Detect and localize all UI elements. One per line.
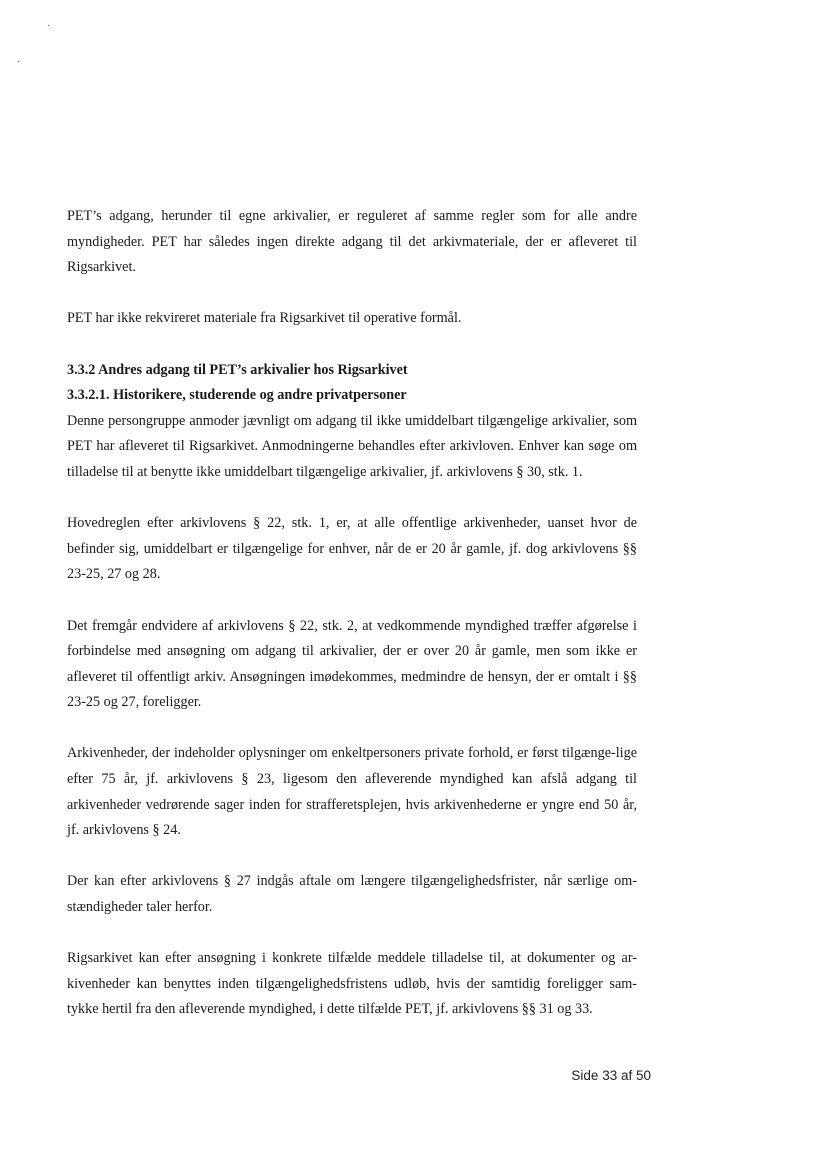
page-number: Side 33 af 50 [571, 1068, 651, 1083]
paragraph-private-records: Arkivenheder, der indeholder oplysninger om enkeltpersoners private forhold, er først tilgænge-lige efter 75 år, jf. arkivlovens § 23, ligesom den afleverende myndighed kan afslå adgang til arkivenheder vedrørende sager inden for strafferetsplejen, hvis arkivenhederne er yngre end 50 år, jf. arkivlovens § 24. [67, 745, 637, 839]
paragraph-operative-purposes: PET har ikke rekvireret materiale fra Rigsarkivet til operative formål. [67, 310, 462, 327]
scan-speck [18, 61, 19, 62]
paragraph-authority-decision: Det fremgår endvidere af arkivlovens § 22, stk. 2, at vedkommende myndighed træffer afgørelse i forbindelse med ansøgning om adgang til arkivalier, der er over 20 år gamle, men som ikke er afleveret til offentligt arkiv. Ansøgningen imødekommes, medmindre de hensyn, der er omtalt i §§ 23-25 og 27, foreligger. [67, 617, 637, 711]
paragraph-longer-deadlines: Der kan efter arkivlovens § 27 indgås aftale om længere tilgængelighedsfrister, når særlige om-stændigheder taler herfor. [67, 873, 637, 916]
subsection-heading: 3.3.2.1. Historikere, studerende og andre privatpersoner [67, 387, 407, 404]
paragraph-pet-access: PET’s adgang, herunder til egne arkivalier, er reguleret af samme regler som for alle andre myndigheder. PET har således ingen direkte adgang til det arkivmateriale, der er afleveret til Rigsarkivet. [67, 208, 637, 276]
page-body [67, 204, 637, 1023]
paragraph-request-access: Denne persongruppe anmoder jævnligt om adgang til ikke umiddelbart tilgængelige arkivalier, som PET har afleveret til Rigsarkivet. Anmodningerne behandles efter arkivloven. Enhver kan søge om tilladelse til at benytte ikke umiddelbart tilgængelige arkivalier, jf. arkivlovens § 30, stk. 1. [67, 412, 637, 480]
section-heading: 3.3.2 Andres adgang til PET’s arkivalier hos Rigsarkivet [67, 361, 408, 378]
paragraph-early-access: Rigsarkivet kan efter ansøgning i konkrete tilfælde meddele tilladelse til, at dokumenter og ar-kivenheder kan benyttes inden tilgængelighedsfristens udløb, hvis der samtidig foreligger sam-tykke hertil fra den afleverende myndighed, i dette tilfælde PET, jf. arkivlovens §§ 31 og 33. [67, 950, 637, 1018]
scan-speck [48, 25, 49, 26]
paragraph-main-rule: Hovedreglen efter arkivlovens § 22, stk. 1, er, at alle offentlige arkivenheder, uanset hvor de befinder sig, umiddelbart er tilgængelige for enhver, når de er 20 år gamle, jf. dog arkivlovens §§ 23-25, 27 og 28. [67, 515, 637, 583]
